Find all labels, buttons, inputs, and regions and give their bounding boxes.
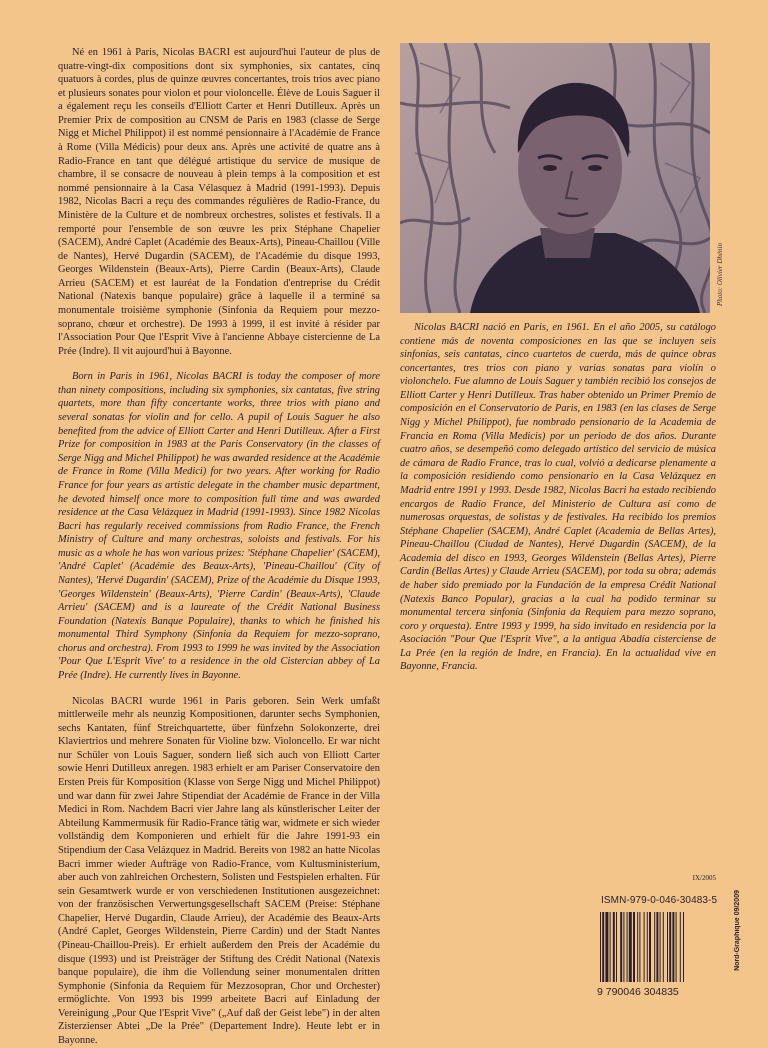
barcode-bar xyxy=(627,912,628,982)
barcode-bar xyxy=(602,912,604,982)
barcode-bar xyxy=(667,912,668,982)
barcode-bar xyxy=(656,912,658,982)
barcode-bar xyxy=(647,912,648,982)
photo-credit: Photo: Olivier Dhénin xyxy=(716,243,724,306)
portrait-illustration xyxy=(400,43,710,313)
barcode-bar xyxy=(680,912,681,982)
barcode-bar xyxy=(600,912,601,982)
biography-german: Nicolas BACRI wurde 1961 in Paris geboren. Sein Werk umfaßt mittlerweile mehr als neunzig Kompositionen, darunter sechs Symphonien, sechs Kantaten, fünf Streichquartette, über fünfzehn Solokonzerte, drei Klaviertrios und mehrere Sonaten für Violine bzw. Violoncello. Er war nicht nur Schüler von Louis Saguer, sondern ließ sich auch von Elliott Carter sowie Henri Dutilleux anregen. 1983 erhielt er am Pariser Conservatoire den Ersten Preis für Komposition (Klasse von Serge Nigg und Michel Philippot) und war dann für zwei Jahre Stipendiat der Académie de France in der Villa Medici in Rom. Nachdem Bacri vier Jahre lang als künstlerischer Leiter der Abteilung Kammermusik für Radio-France tätig war, widmete er sich wieder vollständig dem Komponieren und erhielt für die Jahre 1991-93 ein Stipendium der Casa Velázquez in Madrid. Bereits von 1982 an hatte Nicolas Bacri immer wieder Aufträge von Radio-France, vom Kultusministerium, aber auch von zahlreichen Orchestern, Solisten und Festspielen erhalten. Für sein Gesamtwerk wurde er von verschiedenen Institutionen ausgezeichnet: von der französischen Verwertungsgesellschaft SACEM (Preise: Stéphane Chapelier, Hervé Dugardin, Claude Arrieu), der Académie des Beaux-Arts (André Caplet, Georges Wildenstein, Pierre Cardin) und der Stadt Nantes (Pineau-Chaillou-Preis). Er erhielt außerdem den Preis der Académie du disque (1993) und ist Preisträger der Stiftung des Crédit National (Natexis banque populaire), die ihm die Vollendung seiner monumentalen dritten Symphonie (Sinfonia da Requiem für Mezzosopran, Chor und Orchester) ermöglichte. Von 1993 bis 1999 arbeitete Bacri auf Einladung der Vereinigung „Pour Que l'Esprit Vive" („Auf daß der Geist lebe") in der alten Zisterzienser Abtei „De la Prée" (Departement Indre). Heute lebt er in Bayonne. xyxy=(58,695,380,1047)
barcode-bar xyxy=(620,912,622,982)
biography-french: Né en 1961 à Paris, Nicolas BACRI est aujourd'hui l'auteur de plus de quatre-vingt-dix compositions dont six symphonies, six cantates, cinq quatuors à cordes, plus de quinze œuvres concertantes, trois trios avec piano et plusieurs sonates pour violon et pour violoncelle. Élève de Louis Saguer il a également reçu les conseils d'Elliott Carter et Henri Dutilleux. Après un Premier Prix de composition au CNSM de Paris en 1983 (classe de Serge Nigg et Michel Philippot) il est nommé pensionnaire à l'Académie de France à Rome (Villa Médicis) pour deux ans. Après une activité de quatre ans à Radio-France en tant que délégué artistique du service de musique de chambre, il se consacre de nouveau à plein temps à la composition et est nommé pensionnaire à la Casa Vélasquez à Madrid (1991-1993). Depuis 1982, Nicolas Bacri a reçu des commandes régulières de Radio-France, du Ministère de la Culture et de nombreux orchestres, solistes et festivals. Il a remporté pour l'ensemble de son œuvre les prix Stéphane Chapelier (SACEM), André Caplet (Académie des Beaux-Arts), Pineau-Chaillou (Ville de Nantes), Hervé Dugardin (SACEM), de l'Académie du disque 1993, Georges Wildenstein (Beaux-Arts), Pierre Cardin (Beaux-Arts), Claude Arrieu (SACEM) et est lauréat de la Fondation d'entreprise du Crédit National (Natexis banque populaire) grâce à laquelle il a terminé sa monumentale troisième symphonie (Sinfonia da Requiem pour mezzo-soprano, chœur et orchestre). De 1993 à 1999, il est invité à résider par l'Association Pour Que l'Esprit Vive à l'ancienne Abbaye cistercienne de La Prée (Indre). Il vit aujourd'hui à Bayonne. xyxy=(58,47,380,357)
barcode-bar xyxy=(616,912,617,982)
barcode-bar xyxy=(683,912,684,982)
barcode-bar xyxy=(613,912,615,982)
biography-spanish: Nicolas BACRI nació en Paris, en 1961. En el año 2005, su catálogo contiene más de noventa composiciones en las que se incluyen seis sinfonías, seis cantatas, cinco cuartetos de cuerda, más de quince obras concertantes, tres trios con piano y varias sonatas para violín o violonchelo. Fue alumno de Louis Saguer y también recibió los consejos de Elliott Carter y Henri Dutilleux. Tras haber obtenido un Primer Premio de composición en el Conservatorio de Paris, en 1983 (en las clases de Serge Nigg y Michel Philippot), fue nombrado pensionario de la Academia de Francia en Roma (Villa Medicis) por un periodo de dos años. Durante cuatro años, se desempeñó como delegado artístico del servicio de música de cámara de Radio France, tras lo cual, volvió a dedicarse plenamente a la composición residiendo como pensionario en la Casa Velázquez en Madrid entre 1991 y 1993. Desde 1982, Nicolas Bacri ha estado recibiendo encargos de Radio France, del Ministerio de Cultura así como de numerosas orquestas, de solistas y de festivales. Ha recibido los premios Stéphane Chapelier (SACEM), André Caplet (Academia de Bellas Artes), Pineau-Chaillou (Ciudad de Nantes), Hervé Dugardin (SACEM), de la Academia del disco en 1993, Georges Wildenstein (Bellas Artes), Pierre Cardin (Bellas Artes) y Claude Arrieu (SACEM), por toda su obra; además de haber sido premiado por la Fundación de la empresa Crédit National (Natexis Banco Popular), gracias a la cual ha podido terminar su monumental tercera sinfonía (Sinfonia da Requiem para mezzo soprano, coro y orquesta). Entre 1993 y 1999, ha sido invitado en residencia por la Asociación "Pour Que l'Esprit Vive", a la antigua Abadía cisterciense de La Prée (en la región de Indre, en Francia). En la actualidad vive en Bayonne, Francia. xyxy=(400,322,716,673)
composer-portrait-photo xyxy=(400,43,710,313)
barcode-bar xyxy=(605,912,608,982)
date-code: IX/2005 xyxy=(692,874,716,882)
barcode-bar xyxy=(660,912,661,982)
barcode-bar xyxy=(644,912,645,982)
publisher-code: Nord-Graphique 09/2009 xyxy=(734,890,741,971)
barcode-bar xyxy=(639,912,640,982)
barcode-bar xyxy=(629,912,632,982)
ismn-number: ISMN-979-0-046-30483-5 xyxy=(601,895,718,906)
barcode-bar xyxy=(669,912,671,982)
barcode-bar xyxy=(672,912,674,982)
barcode-bar xyxy=(637,912,638,982)
barcode xyxy=(596,910,722,997)
barcode-bar xyxy=(676,912,677,982)
right-text-column xyxy=(400,321,716,674)
barcode-bar xyxy=(649,912,651,982)
biography-english: Born in Paris in 1961, Nicolas BACRI is today the composer of more than ninety compositions, including six symphonies, six cantatas, five string quartets, more than fifty concertante works, three trios with piano and several sonatas for violin and for cello. A pupil of Louis Saguer he also benefited from the advice of Elliott Carter and Henri Dutilleux. After a First Prize for composition in 1983 at the Paris Conservatory (in the classes of Serge Nigg and Michel Philippot) he was awarded residence at the Académie de France in Rome (Villa Medici) for two years. After working for Radio France for four years as artistic delegate in the chamber music department, he devoted himself once more to composition full time and was awarded residence at the Casa Velázquez in Madrid (1991-1993). Since 1982 Nicolas Bacri has regularly received commissions from Radio France, the French Ministry of Culture and many orchestras, soloists and festivals. For his music as a whole he has won various prizes: 'Stéphane Chapelier' (SACEM), 'André Caplet' (Académie des Beaux-Arts), 'Pineau-Chaillou' (City of Nantes), 'Hervé Dugardin' (SACEM), Prize of the Académie du Disque 1993, 'Georges Wildenstein' (Beaux-Arts), 'Pierre Cardin' (Beaux-Arts), 'Claude Arrieu' (SACEM) and is a laureate of the Crédit National Business Foundation (Natexis Banque Populaire), thanks to which he finished his monumental Third Symphony (Sinfonia da Requiem for mezzo-soprano, chorus and orchestra). From 1993 to 1999 he was invited by the Association 'Pour Que L'Esprit Vive' to a residence in the old Cistercian abbey of La Prée (Indre). He currently lives in Bayonne. xyxy=(58,371,380,682)
barcode-bar xyxy=(654,912,655,982)
barcode-bar xyxy=(623,912,624,982)
barcode-bar xyxy=(633,912,635,982)
barcode-number: 9 790046 304835 xyxy=(597,986,679,997)
barcode-bar xyxy=(663,912,664,982)
barcode-bar xyxy=(610,912,611,982)
left-text-column xyxy=(58,46,380,1048)
